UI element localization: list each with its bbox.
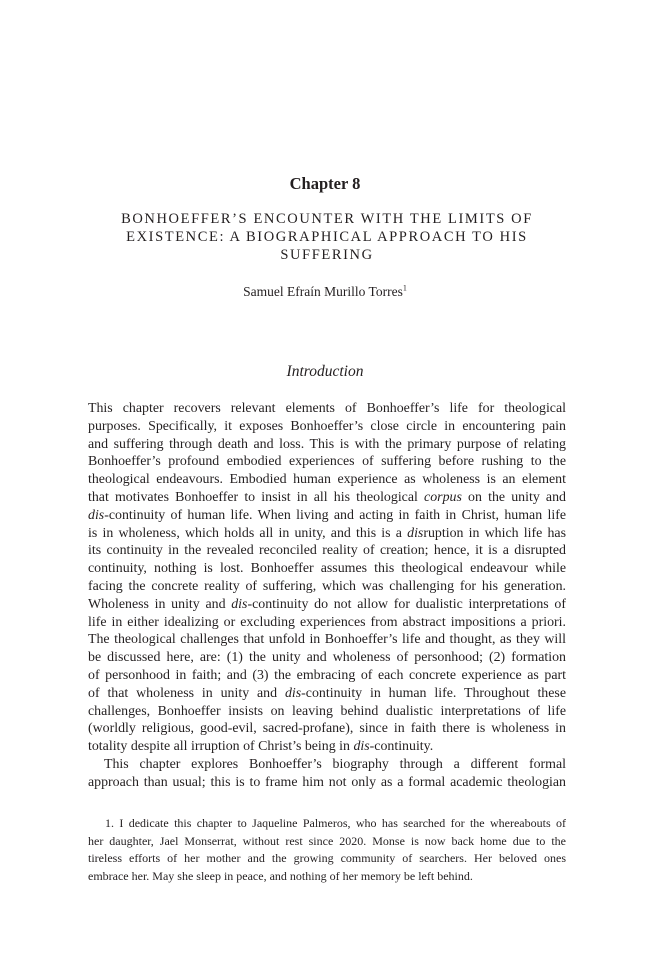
author-name-text: Samuel Efraín Murillo Torres xyxy=(243,284,403,299)
footnote xyxy=(88,815,566,886)
chapter-title-line: BONHOEFFER’S ENCOUNTER WITH THE LIMITS OF xyxy=(121,211,533,227)
footnote-line: 1. I dedicate this chapter to Jaqueline Palmeros, who has searched for the whereabouts of xyxy=(105,816,566,830)
text-run: facing the concrete reality of suffering, which was challenging for his generation. xyxy=(88,578,566,594)
body-line xyxy=(88,649,566,667)
text-run: Bonhoeffer’s profound embodied experiences of suffering before rushing to the xyxy=(88,454,566,470)
italic-term: dis xyxy=(353,739,370,755)
text-run: Wholeness in unity and xyxy=(88,596,232,612)
body-line xyxy=(88,774,566,792)
text-run: of personhood in faith; and (3) the embracing of each concrete experience as part xyxy=(88,667,566,683)
chapter-title-line: EXISTENCE: A BIOGRAPHICAL APPROACH TO HIS xyxy=(126,229,528,245)
body-line xyxy=(88,400,566,418)
italic-term: dis xyxy=(284,685,302,701)
text-run: totality despite all irruption of Christ’s being in xyxy=(88,739,354,755)
text-run: purposes. Specifically, it exposes Bonhoeffer’s close circle in encountering pain xyxy=(88,418,566,434)
body-line xyxy=(88,418,566,436)
text-run: This chapter explores Bonhoeffer’s biography through a different formal xyxy=(104,756,566,772)
text-run: that motivates Bonhoeffer to insist in all his theological xyxy=(88,489,425,505)
italic-term: corpus xyxy=(424,489,462,505)
body-line xyxy=(88,489,566,507)
text-run: -continuity. xyxy=(369,739,434,755)
author-name xyxy=(0,284,650,300)
chapter-title-line: SUFFERING xyxy=(280,247,374,263)
body-line xyxy=(88,685,566,703)
text-run: ruption in which life has xyxy=(423,525,567,541)
footnote-line: tireless efforts of her mother and the growing community of searchers. Her beloved ones xyxy=(88,851,566,866)
footnote-line: embrace her. May she sleep in peace, and nothing of her memory be left behind. xyxy=(88,869,473,884)
text-run: theological endeavours. Embodied human experience as wholeness is an element xyxy=(88,472,566,488)
body-line xyxy=(88,542,566,560)
text-run: is in wholeness, which holds all in unity, and this is a xyxy=(88,525,408,541)
text-run: challenges, Bonhoeffer insists on leaving behind dualistic interpretations of life xyxy=(88,703,566,719)
chapter-label: Chapter 8 xyxy=(289,174,361,193)
text-run: -continuity of human life. When living and acting in faith in Christ, human life xyxy=(104,507,566,523)
body-text xyxy=(88,400,566,792)
text-run: and suffering through death and loss. This is with the primary purpose of relating xyxy=(88,436,566,452)
italic-term: dis xyxy=(407,525,424,541)
text-run: The theological challenges that unfold in Bonhoeffer’s life and thought, as they will xyxy=(88,632,566,648)
text-run: continuity, nothing is lost. Bonhoeffer assumes this theological endeavour while xyxy=(88,561,566,577)
body-line xyxy=(88,703,566,721)
section-heading: Introduction xyxy=(286,363,364,380)
text-run: of that wholeness in unity and xyxy=(88,685,285,701)
body-line xyxy=(88,525,566,543)
text-run: -continuity do not allow for dualistic interpretations of xyxy=(247,596,566,612)
body-line xyxy=(88,596,566,614)
body-line xyxy=(88,507,566,525)
text-run: -continuity in human life. Throughout these xyxy=(301,685,566,701)
body-line xyxy=(88,578,566,596)
body-line xyxy=(88,720,566,738)
italic-term: dis xyxy=(231,596,248,612)
body-line xyxy=(88,560,566,578)
body-line xyxy=(88,738,566,756)
text-run: its continuity in the revealed reconciled reality of creation; hence, it is a disrupted xyxy=(88,543,566,559)
text-run: be discussed here, are: (1) the unity and wholeness of personhood; (2) formation xyxy=(88,650,566,666)
body-line xyxy=(88,614,566,632)
text-run: (worldly religious, good-evil, sacred-profane), since in faith there is wholeness in xyxy=(88,721,566,737)
body-line xyxy=(88,471,566,489)
footnote-line: her daughter, Jael Monserrat, without rest since 2020. Monse is now back home due to the xyxy=(88,833,566,848)
text-run: This chapter recovers relevant elements of Bonhoeffer’s life for theological xyxy=(88,401,566,416)
body-line xyxy=(88,631,566,649)
text-run: life in either idealizing or excluding experiences from abstract impositions a priori. xyxy=(88,614,566,630)
body-line xyxy=(88,756,566,774)
italic-term: dis xyxy=(88,507,105,523)
footnote-reference-mark: 1 xyxy=(402,283,407,293)
chapter-title xyxy=(88,210,566,264)
body-line xyxy=(88,453,566,471)
body-line xyxy=(88,436,566,454)
text-run: approach than usual; this is to frame him not only as a formal academic theologian xyxy=(88,774,566,790)
text-run: on the unity and xyxy=(461,489,566,505)
body-line xyxy=(88,667,566,685)
